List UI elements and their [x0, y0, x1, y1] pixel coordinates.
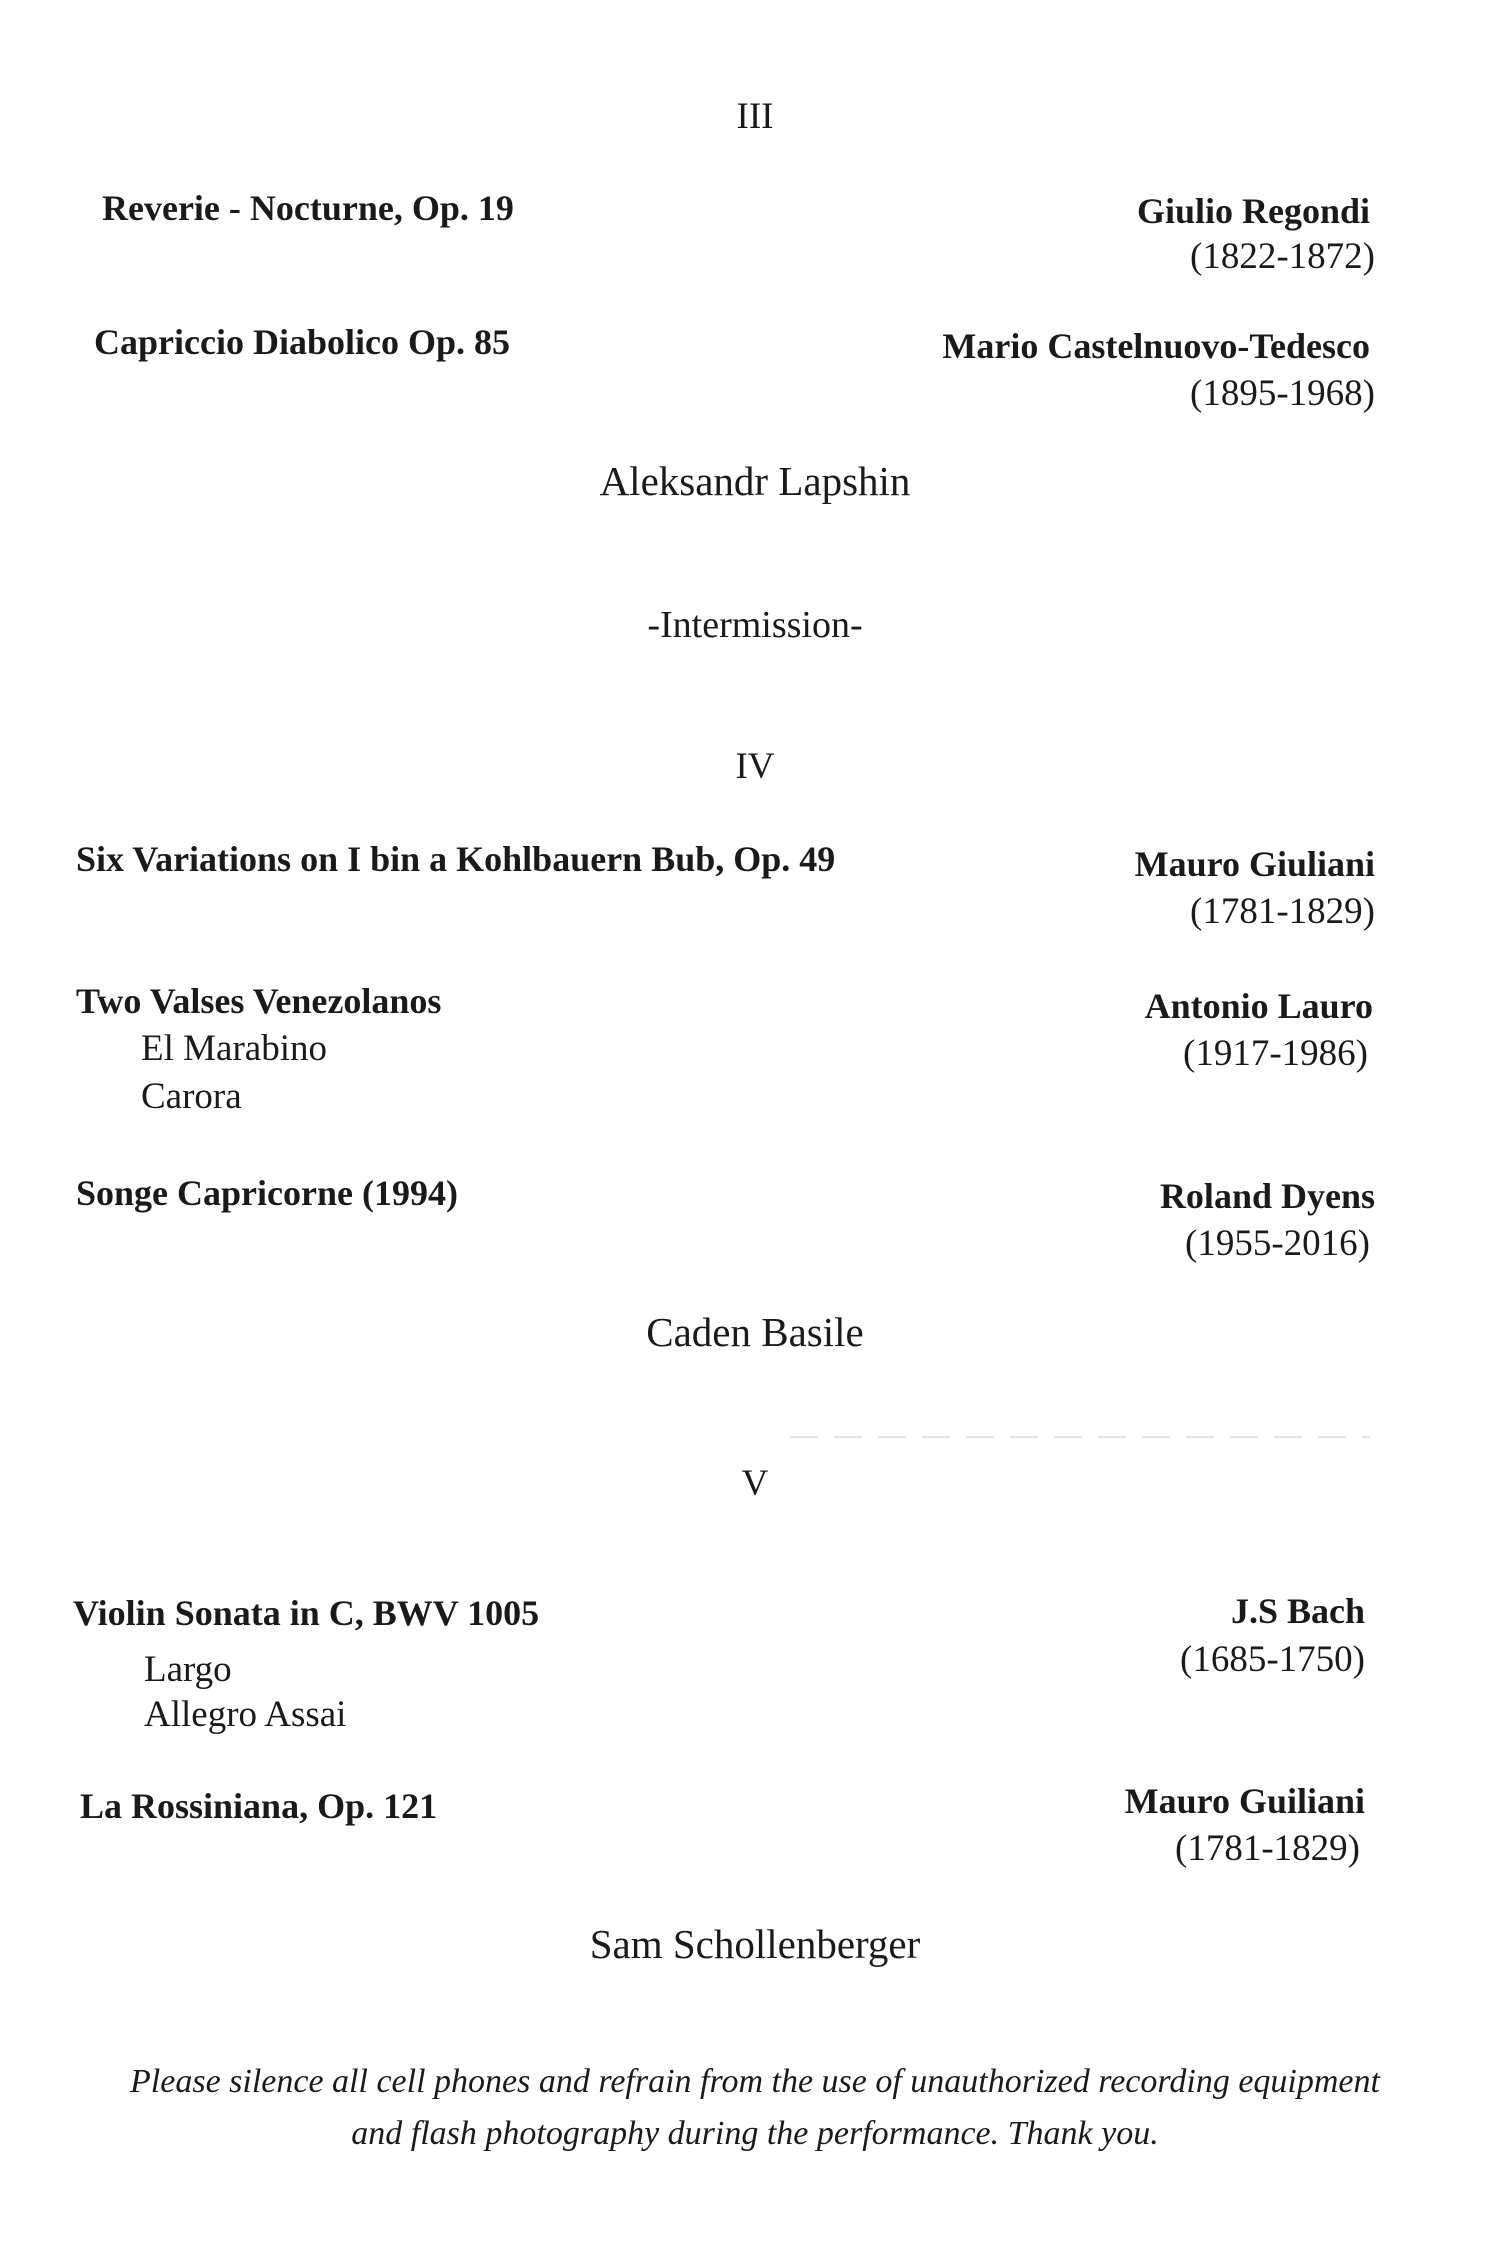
composer-name: Mauro Giuliani	[1134, 844, 1375, 884]
composer-dates: (1685-1750)	[1180, 1639, 1365, 1680]
audience-notice	[0, 2056, 1510, 2160]
movement-title: Allegro Assai	[144, 1694, 347, 1735]
composer-name: Roland Dyens	[1159, 1176, 1375, 1216]
movement-title: Carora	[141, 1076, 242, 1117]
section-numeral-iii: III	[736, 96, 774, 137]
scan-artifact-divider	[790, 1436, 1370, 1438]
movement-title: El Marabino	[141, 1028, 327, 1069]
composer-name: J.S Bach	[1230, 1591, 1365, 1631]
piece-title: La Rossiniana, Op. 121	[80, 1786, 438, 1826]
composer-dates: (1955-2016)	[1185, 1223, 1370, 1264]
composer-dates: (1917-1986)	[1183, 1033, 1368, 1074]
composer-name: Mauro Guiliani	[1124, 1781, 1365, 1821]
composer-dates: (1781-1829)	[1190, 891, 1375, 932]
piece-title: Six Variations on I bin a Kohlbauern Bub, Op. 49	[76, 839, 836, 879]
notice-line-1: Please silence all cell phones and refrain from the use of unauthorized recording equipment	[130, 2063, 1380, 2100]
composer-name: Mario Castelnuovo-Tedesco	[942, 326, 1370, 366]
movement-title: Largo	[144, 1649, 232, 1690]
intermission-label: -Intermission-	[647, 604, 863, 646]
composer-dates: (1781-1829)	[1175, 1828, 1360, 1869]
performer-name: Caden Basile	[646, 1309, 864, 1355]
notice-line-2: and flash photography during the performance. Thank you.	[351, 2115, 1159, 2152]
performer-name: Aleksandr Lapshin	[599, 458, 911, 504]
composer-name: Antonio Lauro	[1144, 986, 1373, 1026]
piece-title: Songe Capricorne (1994)	[76, 1173, 458, 1213]
section-numeral-iv: IV	[735, 746, 775, 787]
piece-title: Violin Sonata in C, BWV 1005	[73, 1593, 540, 1633]
piece-title: Reverie - Nocturne, Op. 19	[102, 188, 514, 228]
piece-title: Two Valses Venezolanos	[76, 981, 442, 1021]
section-numeral-v: V	[741, 1463, 769, 1504]
composer-dates: (1895-1968)	[1190, 373, 1375, 414]
piece-title: Capriccio Diabolico Op. 85	[94, 322, 510, 362]
performer-name: Sam Schollenberger	[589, 1921, 921, 1967]
composer-dates: (1822-1872)	[1190, 236, 1375, 277]
composer-name: Giulio Regondi	[1136, 191, 1370, 231]
